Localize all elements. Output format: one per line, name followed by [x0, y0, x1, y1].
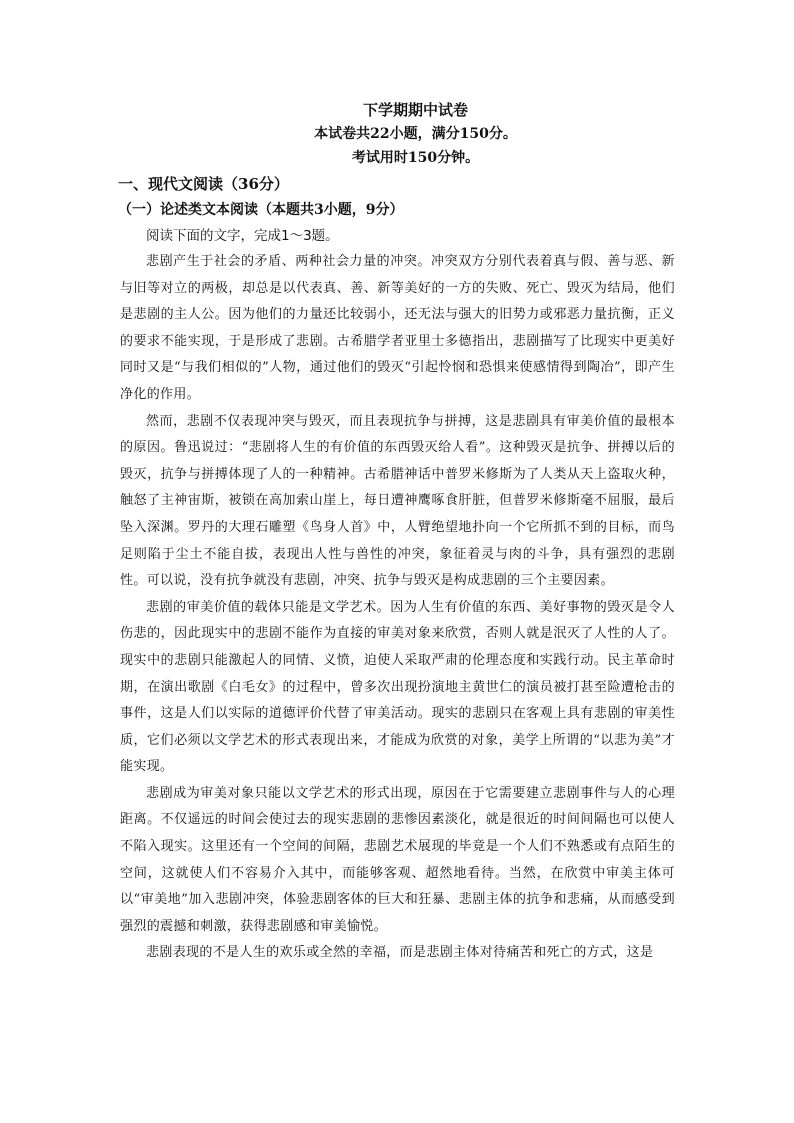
passage-paragraph-1: 悲剧产生于社会的矛盾、两种社会力量的冲突。冲突双方分别代表着真与假、善与恶、新与旧等对立的两极，却总是以代表真、善、新等美好的一方的失败、死亡、毁灭为结局，他们是悲剧的主人公。因为他们的力量还比较弱小，还无法与强大的旧势力或邪恶力量抗衡，正义的要求不能实现，于是形成了悲剧。古希腊学者亚里士多德指出，悲剧描写了比现实中更美好同时又是“与我们相似的”人物，通过他们的毁灭“引起怜悯和恐惧来使感情得到陶冶”，即产生净化的作用。	[120, 254, 675, 402]
passage-paragraph-3: 悲剧的审美价值的载体只能是文学艺术。因为人生有价值的东西、美好事物的毁灭是令人伤悲的，因此现实中的悲剧不能作为直接的审美对象来欣赏，否则人就是泯灭了人性的人了。现实中的悲剧只能激起人的同情、义愤，迫使人采取严肃的伦理态度和实践行动。民主革命时期，在演出歌剧《白毛女》的过程中，曾多次出现扮演地主黄世仁的演员被打甚至险遭枪击的事件，这是人们以实际的道德评价代替了审美活动。现实的悲剧只在客观上具有悲剧的审美性质，它们必须以文学艺术的形式表现出来，才能成为欣赏的对象，美学上所谓的“以悲为美”才能实现。	[120, 599, 675, 775]
header-block	[156, 98, 675, 170]
exam-page	[120, 98, 675, 967]
reading-passage	[120, 249, 675, 967]
passage-paragraph-2: 然而，悲剧不仅表现冲突与毁灭，而且表现抗争与拼搏，这是悲剧具有审美价值的最根本的原因。鲁迅说过：“悲剧将人生的有价值的东西毁灭给人看”。这种毁灭是抗争、拼搏以后的毁灭，抗争与拼搏体现了人的一种精神。古希腊神话中普罗米修斯为了人类从天上盗取火种，触怒了主神宙斯，被锁在高加索山崖上，每日遭神鹰啄食肝脏，但普罗米修斯毫不屈服，最后坠入深渊。罗丹的大理石雕塑《鸟身人首》中，人臂绝望地扑向一个它所抓不到的目标，而鸟足则陷于尘土不能自拔，表现出人性与兽性的冲突，象征着灵与肉的斗争，具有强烈的悲剧性。可以说，没有抗争就没有悲剧，冲突、抗争与毁灭是构成悲剧的三个主要因素。	[120, 413, 675, 589]
passage-paragraph-5: 悲剧表现的不是人生的欢乐或全然的幸福，而是悲剧主体对待痛苦和死亡的方式，这是	[146, 945, 654, 961]
reading-instruction: 阅读下面的文字，完成1～3题。	[146, 228, 339, 244]
subsection-heading: （一）论述类文本阅读（本题共3小题，9分）	[118, 202, 404, 218]
exam-info-questions: 本试卷共22小题，满分150分。	[314, 126, 517, 142]
exam-info-time: 考试用时150分钟。	[351, 150, 480, 166]
passage-paragraph-4: 悲剧成为审美对象只能以文学艺术的形式出现，原因在于它需要建立悲剧事件与人的心理距离。不仅遥远的时间会使过去的现实悲剧的悲惨因素淡化，就是很近的时间间隔也可以使人不陷入现实。这里还有一个空间的间隔，悲剧艺术展现的毕竟是一个人们不熟悉或有点陌生的空间，这就使人们不容易介入其中，而能够客观、超然地看待。当然，在欣赏中审美主体可以“审美地”加入悲剧冲突，体验悲剧客体的巨大和狂暴、悲剧主体的抗争和悲痛，从而感受到强烈的震撼和刺激，获得悲剧感和审美愉悦。	[120, 785, 675, 934]
exam-title: 下学期期中试卷	[362, 101, 468, 119]
section-heading: 一、现代文阅读（36分）	[118, 175, 289, 193]
